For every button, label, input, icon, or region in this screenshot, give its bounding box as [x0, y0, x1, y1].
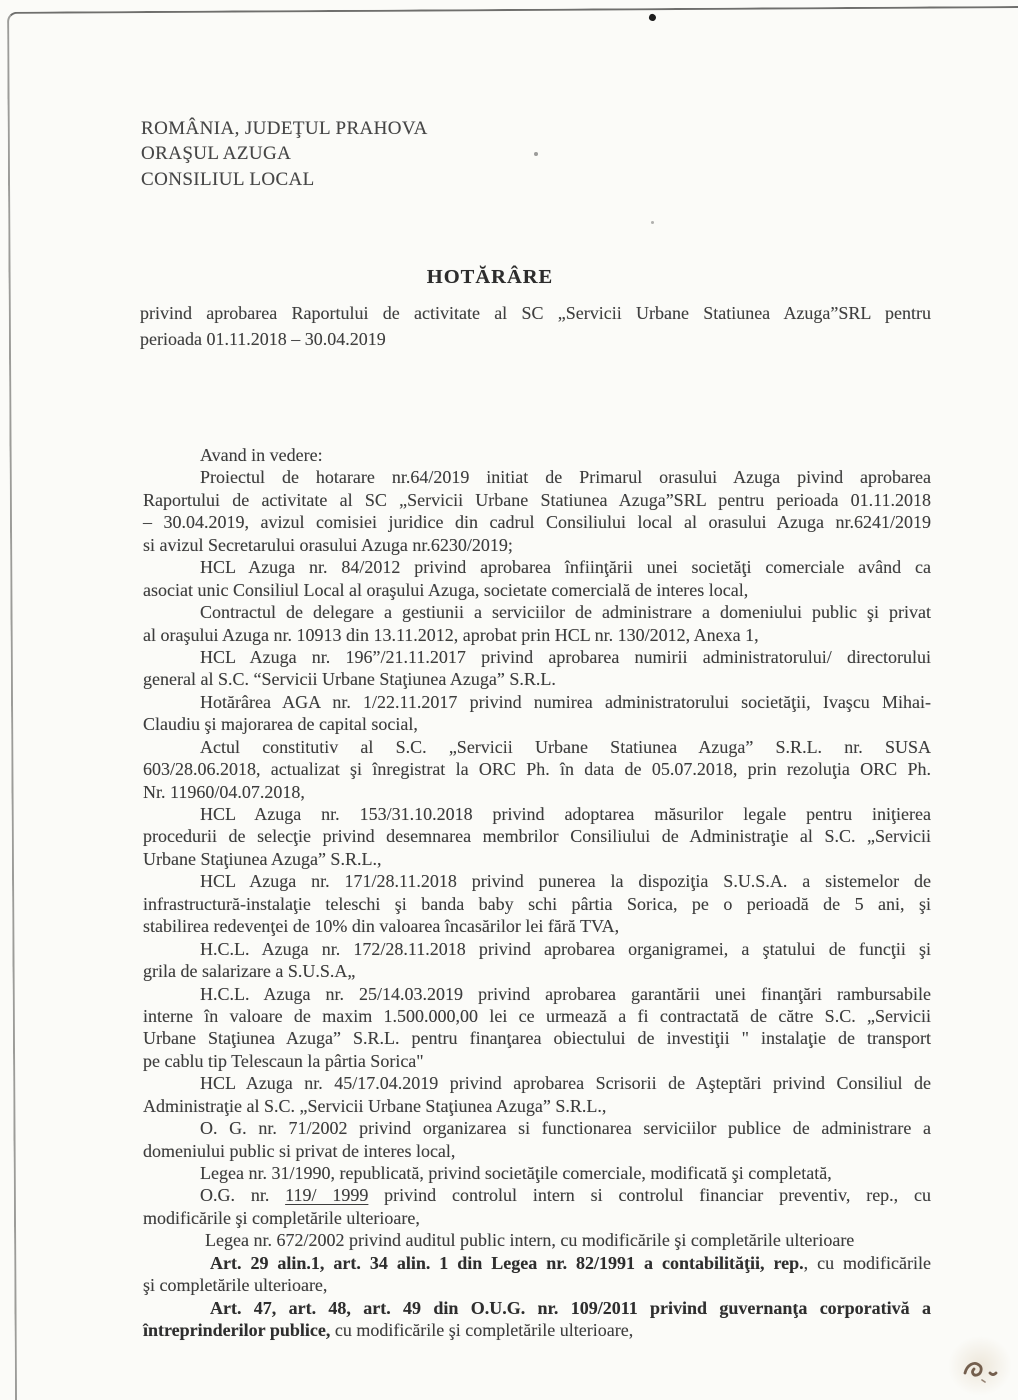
- subtitle-line: perioada 01.11.2018 – 30.04.2019: [140, 329, 386, 349]
- body-text-segment: Legea nr. 672/2002 privind auditul public intern, cu modificările şi completările ulterioare: [205, 1230, 855, 1251]
- body-text-segment: HCL Azuga nr. 196”/21.11.2017 privind aprobarea numirii administratorului/ directorului: [200, 646, 931, 667]
- body-line: [143, 938, 931, 960]
- body-line: [143, 781, 931, 803]
- body-text-segment: al oraşului Azuga nr. 10913 din 13.11.2012, aprobat prin HCL nr. 130/2012, Anexa 1,: [143, 624, 759, 645]
- body-line: [143, 534, 931, 556]
- body-line: [143, 1140, 931, 1162]
- body-text-segment: stabilirea redevenţei de 10% din valoarea încasărilor lei fără TVA,: [143, 916, 620, 937]
- body-text-segment: modificările şi completările ulterioare,: [143, 1207, 420, 1228]
- body-line: [143, 601, 931, 623]
- body-text-segment: procedurii de selecţie privind desemnarea membrilor Consiliului de Administraţie al S.C. „Servicii: [143, 826, 931, 847]
- body-line: [143, 1117, 931, 1139]
- body-line: [143, 624, 931, 646]
- body-text-segment: – 30.04.2019, avizul comisiei juridice din cadrul Consiliului local al orasului Azuga nr.6241/2019: [143, 512, 931, 533]
- body-text-segment: domeniului public si privat de interes local,: [143, 1140, 456, 1161]
- body-text-segment: HCL Azuga nr. 171/28.11.2018 privind punerea la dispoziţia S.U.S.A. a sistemelor de: [200, 871, 931, 892]
- document-subtitle: [140, 300, 931, 352]
- body-line: [143, 870, 931, 892]
- body-text-segment: infrastructură-instalaţie teleschi şi banda baby schi pârtia Sorica, pe o perioadă de 5 ani, şi: [143, 893, 931, 914]
- body-text-segment: HCL Azuga nr. 153/31.10.2018 privind adoptarea măsurilor legale pentru iniţierea: [200, 804, 931, 824]
- document-title: HOTĂRÂRE: [426, 266, 554, 288]
- body-text-segment: Contractul de delegare a gestiunii a serviciilor de administrare a domeniului public şi privat: [200, 602, 931, 623]
- body-line: [143, 579, 931, 601]
- body-text-segment: Urbane Staţiunea Azuga” S.R.L.,: [143, 848, 382, 869]
- scan-speck: [651, 221, 654, 224]
- body-text-segment: cu modificările şi completările ulterioare,: [330, 1320, 634, 1341]
- body-line: [143, 1050, 931, 1072]
- ink-dot-artifact: [648, 13, 657, 22]
- body-text-segment: Legea nr. 31/1990, republicată, privind societăţile comerciale, modificată şi completată,: [200, 1163, 832, 1183]
- body-line: [143, 1005, 931, 1027]
- body-text-segment: privind controlul intern si controlul financiar preventiv, rep., cu: [368, 1185, 932, 1206]
- body-text-segment: H.C.L. Azuga nr. 172/28.11.2018 privind aprobarea organigramei, a ştatului de funcţii şi: [200, 938, 931, 959]
- body-line: [143, 556, 931, 578]
- header-line-city: ORAŞUL AZUGA: [141, 143, 292, 165]
- body-text-segment: si avizul Secretarului orasului Azuga nr.6230/2019;: [143, 534, 513, 555]
- body-text-segment: general al S.C. “Servicii Urbane Staţiunea Azuga” S.R.L.: [143, 669, 556, 690]
- body-text-segment: Administraţie al S.C. „Servicii Urbane Staţiunea Azuga” S.R.L.,: [143, 1095, 607, 1116]
- body-line: [143, 960, 931, 982]
- body-line: [143, 668, 931, 690]
- body-text-segment: 119/ 1999: [285, 1185, 369, 1206]
- body-line: [143, 758, 931, 780]
- body-line: [143, 1027, 931, 1049]
- body-text-segment: O.G. nr.: [200, 1185, 286, 1206]
- body-line: [143, 489, 931, 511]
- scan-speck: [534, 152, 538, 156]
- body-text-segment: Proiectul de hotarare nr.64/2019 initiat de Primarul orasului Azuga pivind aprobarea: [200, 467, 931, 488]
- body-line: [143, 1095, 931, 1117]
- body-line: [143, 736, 931, 758]
- body-text-segment: interne în valoare de maxim 1.500.000,00 lei ce urmează a fi contractată de către S.C. „Servicii: [143, 1005, 931, 1026]
- body-text-segment: Raportului de activitate al SC „Servicii Urbane Statiunea Azuga”SRL pentru perioada 01.11.2018: [143, 489, 931, 510]
- body-line: [143, 1184, 931, 1206]
- body-line: [143, 1207, 931, 1229]
- body-line: [143, 1274, 931, 1296]
- subtitle-line: privind aprobarea Raportului de activitate al SC „Servicii Urbane Statiunea Azuga”SRL pentru: [140, 303, 931, 323]
- body-line: [143, 1229, 931, 1251]
- body-line: [143, 1297, 931, 1319]
- document-body: [143, 444, 931, 1342]
- body-text-segment: , cu modificările: [803, 1252, 931, 1273]
- body-text-segment: HCL Azuga nr. 84/2012 privind aprobarea înfiinţării unei societăţi comerciale având ca: [200, 557, 931, 578]
- body-text-segment: Claudiu şi majorarea de capital social,: [143, 714, 418, 735]
- body-text-segment: asociat unic Consiliul Local al oraşului Azuga, societate comercială de interes local,: [143, 579, 749, 600]
- body-line: [143, 848, 931, 870]
- body-line: [143, 713, 931, 735]
- body-text-segment: pe cablu tip Telescaun la pârtia Sorica": [143, 1050, 424, 1071]
- body-text-segment: Art. 47, art. 48, art. 49 din O.U.G. nr. 109/2011 privind guvernanţa corporativă a: [210, 1297, 931, 1318]
- body-text-segment: grila de salarizare a S.U.S.A„: [143, 961, 356, 982]
- body-line: [143, 1252, 931, 1274]
- body-line: [143, 1162, 931, 1184]
- body-text-segment: HCL Azuga nr. 45/17.04.2019 privind aprobarea Scrisorii de Aşteptări privind Consiliul de: [200, 1073, 931, 1094]
- body-line: [143, 646, 931, 668]
- body-line: [143, 511, 931, 533]
- ink-smudge-artifact: [952, 1342, 1008, 1394]
- body-text-segment: H.C.L. Azuga nr. 25/14.03.2019 privind aprobarea garantării unei finanţări rambursabile: [200, 983, 931, 1004]
- body-text-segment: întreprinderilor publice,: [143, 1320, 331, 1341]
- header-line-country: ROMÂNIA, JUDEŢUL PRAHOVA: [141, 118, 428, 139]
- body-line: [143, 691, 931, 713]
- body-text-segment: Urbane Staţiunea Azuga” S.R.L. pentru finanţarea obiectului de investiţii " instalaţie de transport: [143, 1028, 931, 1049]
- document-header: [141, 116, 428, 192]
- body-line: [143, 1072, 931, 1094]
- body-line: [143, 983, 931, 1005]
- body-text-segment: Avand in vedere:: [200, 445, 323, 465]
- body-line: [143, 915, 931, 937]
- body-text-segment: O. G. nr. 71/2002 privind organizarea si functionarea serviciilor publice de administrare a: [200, 1118, 931, 1139]
- body-line: [143, 1319, 931, 1341]
- body-text-segment: Art. 29 alin.1, art. 34 alin. 1 din Legea nr. 82/1991 a contabilităţii, rep.: [210, 1252, 804, 1273]
- body-line: [143, 444, 931, 466]
- body-line: [143, 825, 931, 847]
- body-line: [143, 803, 931, 825]
- body-line: [143, 466, 931, 488]
- body-text-segment: şi completările ulterioare,: [143, 1275, 328, 1296]
- body-text-segment: Actul constitutiv al S.C. „Servicii Urbane Statiunea Azuga” S.R.L. nr. SUSA: [200, 736, 931, 757]
- body-text-segment: Hotărârea AGA nr. 1/22.11.2017 privind numirea administratorului societăţii, Ivaşcu Mihai-: [200, 691, 931, 712]
- body-text-segment: 603/28.06.2018, actualizat şi înregistrat la ORC Ph. în data de 05.07.2018, prin rezoluţia ORC Ph.: [143, 759, 931, 780]
- body-text-segment: Nr. 11960/04.07.2018,: [143, 781, 305, 802]
- header-line-council: CONSILIUL LOCAL: [141, 168, 315, 190]
- body-line: [143, 893, 931, 915]
